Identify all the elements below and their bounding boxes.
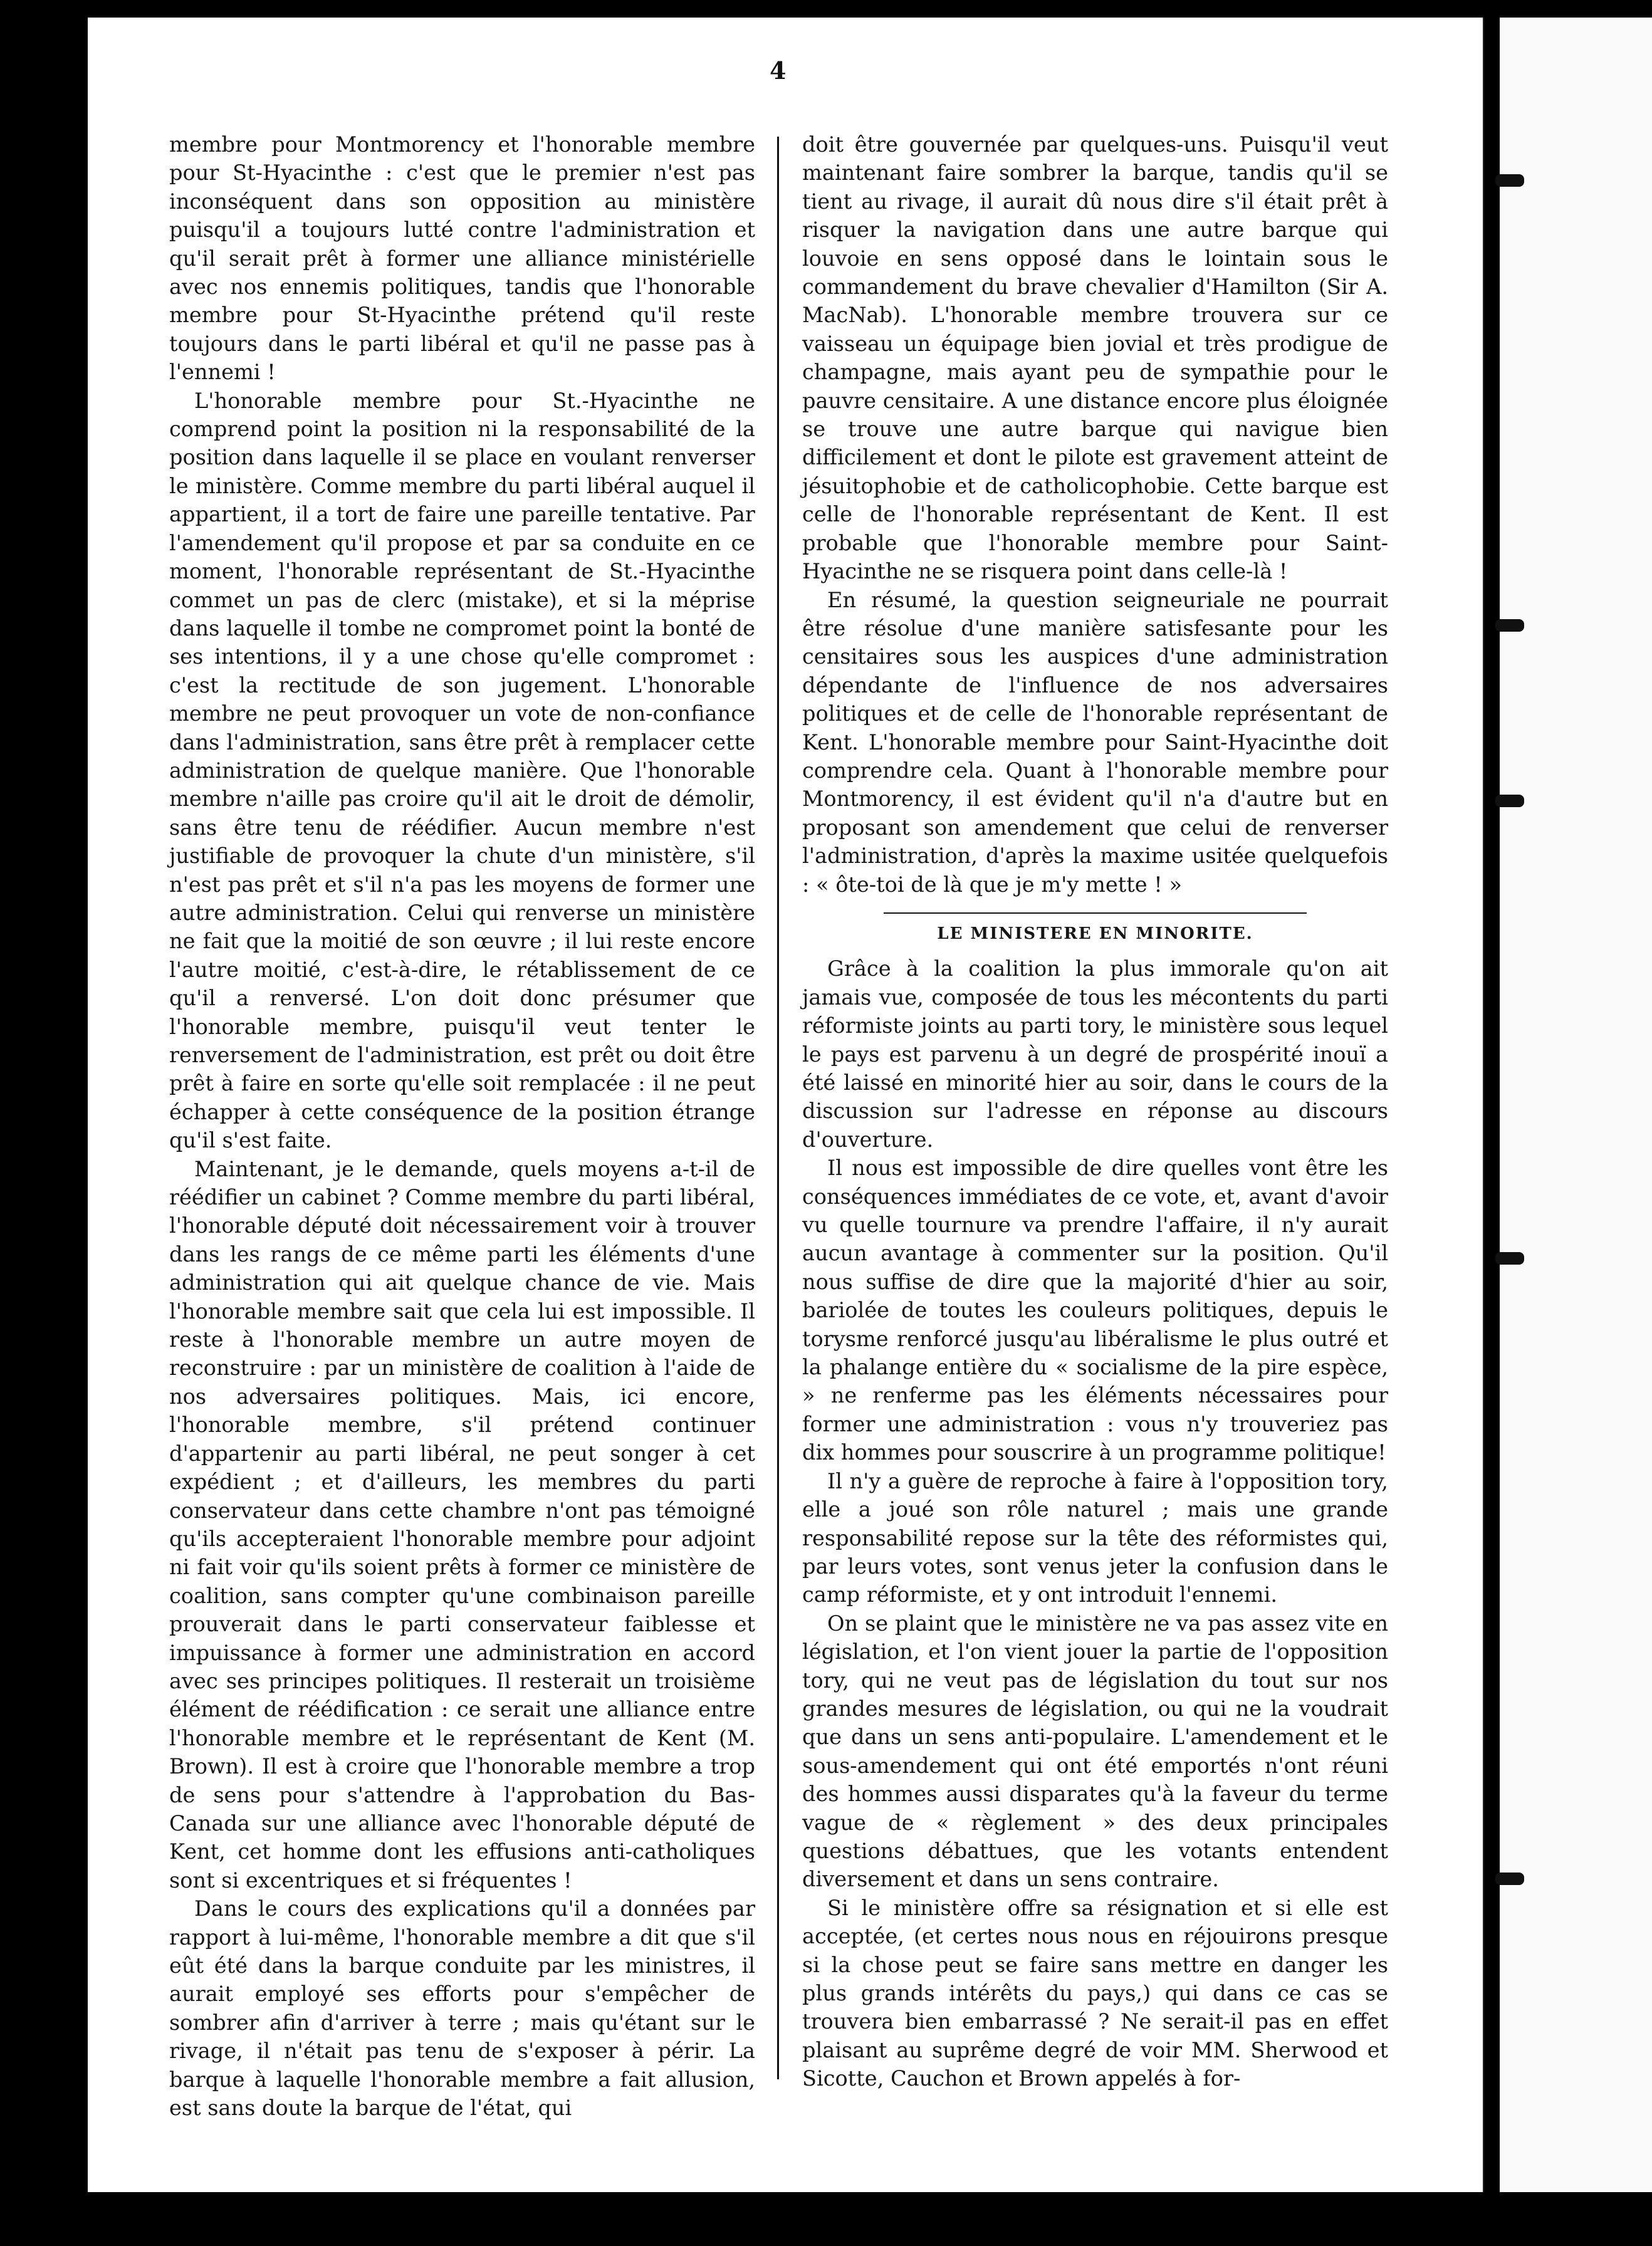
paragraph: doit être gouvernée par quelques-uns. Puisqu'il veut maintenant faire sombrer la barque, tandis qu'il se tient au rivage, il aurait dû nous dire s'il était prêt à risquer la navigation dans une autre barque qui louvoie en sens opposé dans le lointain sous le commandement du brave chevalier d'Hamilton (Sir A. MacNab). L'honorable membre trouvera sur ce vaisseau un équipage bien jovial et très prodigue de champagne, mais ayant peu de sympathie pour le pauvre censitaire. A une distance encore plus éloignée se trouve une autre barque qui navigue bien difficilement et dont le pilote est gravement atteint de jésuitophobie et de catholicophobie. Cette barque est celle de l'honorable représentant de Kent. Il est probable que l'honorable membre pour Saint-Hyacinthe ne se risquera point dans celle-là ! — [802, 132, 1388, 584]
section-divider — [884, 912, 1307, 914]
binding-edge — [1498, 18, 1500, 2192]
binding-mark — [1495, 619, 1524, 632]
binding-mark — [1495, 1252, 1524, 1265]
paragraph: membre pour Montmorency et l'honorable membre pour St-Hyacinthe : c'est que le premier n'est pas inconséquent dans son opposition au ministère puisqu'il a toujours lutté contre l'administration et qu'il serait prêt à former une alliance ministérielle avec nos ennemis politiques, tandis que l'honorable membre pour St-Hyacinthe prétend qu'il reste toujours dans le parti libéral et qu'il ne passe pas à l'ennemi ! — [169, 132, 755, 385]
binding-mark — [1495, 174, 1524, 187]
page-edge — [1483, 18, 1484, 2192]
paragraph: L'honorable membre pour St.-Hyacinthe ne comprend point la position ni la responsabilité de la position dans laquelle il se place en voulant renverser le ministère. Comme membre du parti libéral auquel il appartient, il a tort de faire une pareille tentative. Par l'amendement qu'il propose et par sa conduite en ce moment, l'honorable représentant de St.-Hyacinthe commet un pas de clerc (mistake), et si la méprise dans laquelle il tombe ne compromet point la bonté de ses intentions, il y a une chose qu'elle compromet : c'est la rectitude de son jugement. L'honorable membre ne peut provoquer un vote de non-confiance dans l'administration, sans être prêt à remplacer cette administration de quelque manière. Que l'honorable membre n'aille pas croire qu'il ait le droit de démolir, sans être tenu de réédifier. Aucun membre n'est justifiable de provoquer la chute d'un ministère, s'il n'est pas prêt et s'il n'a pas les moyens de former une autre administration. Celui qui renverse un ministère ne fait que la moitié de son œuvre ; il lui reste encore l'autre moitié, c'est-à-dire, le rétablissement de ce qu'il a renversé. L'on doit donc présumer que l'honorable membre, puisqu'il veut tenter le renversement de l'administration, est prêt ou doit être prêt à faire en sorte qu'elle soit remplacée : il ne peut échapper à cette conséquence de la position étrange qu'il s'est faite. — [169, 388, 755, 1153]
paragraph: En résumé, la question seigneuriale ne pourrait être résolue d'une manière satisfesante pour les censitaires sous les auspices d'une administration dépendante de l'influence de nos adversaires politiques et de celle de l'honorable représentant de Kent. L'honorable membre pour Saint-Hyacinthe doit comprendre cela. Quant à l'honorable membre pour Montmorency, il est évident qu'il n'a d'autre but en proposant son amendement que celui de renverser l'administration, d'après la maxime usitée quelquefois : « ôte-toi de là que je m'y mette ! » — [802, 587, 1388, 897]
paragraph: Il n'y a guère de reproche à faire à l'opposition tory, elle a joué son rôle naturel ; mais une grande responsabilité repose sur la tête des réformistes qui, par leurs votes, sont venus jeter la confusion dans le camp réformiste, et y ont introduit l'ennemi. — [802, 1468, 1388, 1607]
paragraph: Si le ministère offre sa résignation et si elle est acceptée, (et certes nous nous en réjouirons presque si la chose peut se faire sans mettre en danger les plus grands intérêts du pays,) qui dans ce cas se trouvera bien embarrassé ? Ne serait-il pas en effet plaisant au suprême degré de voir MM. Sherwood et Sicotte, Cauchon et Brown appelés à for- — [802, 1895, 1388, 2091]
binding-mark — [1495, 795, 1524, 807]
binding-mark — [1495, 1873, 1524, 1885]
column-divider — [777, 137, 779, 2079]
newspaper-page — [88, 18, 1484, 2192]
paragraph: Dans le cours des explications qu'il a données par rapport à lui-même, l'honorable membre a dit que s'il eût été dans la barque conduite par les ministres, il aurait employé ses efforts pour s'empêcher de sombrer afin d'arriver à terre ; mais qu'étant sur le rivage, il n'était pas tenu de s'exposer à périr. La barque à laquelle l'honorable membre a fait allusion, est sans doute la barque de l'état, qui — [169, 1896, 755, 2121]
paragraph: Grâce à la coalition la plus immorale qu'on ait jamais vue, composée de tous les mécontents du parti réformiste joints au parti tory, le ministère sous lequel le pays est parvenu à un degré de prospérité inouï a été laissé en minorité hier au soir, dans le cours de la discussion sur l'adresse en réponse au discours d'ouverture. — [802, 956, 1388, 1152]
left-column — [169, 130, 755, 2121]
paragraph: Maintenant, je le demande, quels moyens a-t-il de réédifier un cabinet ? Comme membre du parti libéral, l'honorable député doit nécessairement voir à trouver dans les rangs de ce même parti les éléments d'une administration qui ait quelque chance de vie. Mais l'honorable membre sait que cela lui est impossible. Il reste à l'honorable membre un autre moyen de reconstruire : par un ministère de coalition à l'aide de nos adversaires politiques. Mais, ici encore, l'honorable membre, s'il prétend continuer d'appartenir au parti libéral, ne peut songer à cet expédient ; et d'ailleurs, les membres du parti conservateur dans cette chambre n'ont pas témoigné qu'ils accepteraient l'honorable membre pour adjoint ni fait voir qu'ils soient prêts à former ce ministère de coalition, sans compter qu'une combinaison pareille prouverait dans le parti conservateur faiblesse et impuissance à former une administration en accord avec ses principes politiques. Il resterait un troisième élément de réédification : ce serait une alliance entre l'honorable membre et le représentant de Kent (M. Brown). Il est à croire que l'honorable membre a trop de sens pour s'attendre à l'approbation du Bas-Canada sur une alliance avec l'honorable député de Kent, cet homme dont les effusions anti-catholiques sont si excentriques et si fréquentes ! — [169, 1156, 755, 1893]
adjacent-page-edge — [1498, 18, 1652, 2192]
section-heading: LE MINISTERE EN MINORITE. — [937, 924, 1253, 943]
page-number: 4 — [770, 56, 787, 85]
right-column — [802, 130, 1388, 2091]
paragraph: Il nous est impossible de dire quelles vont être les conséquences immédiates de ce vote, et, avant d'avoir vu quelle tournure va prendre l'affaire, il n'y aurait aucun avantage à commenter sur la position. Qu'il nous suffise de dire que la majorité d'hier au soir, bariolée de toutes les couleurs politiques, depuis le torysme renforcé jusqu'au libéralisme le plus outré et la phalange entière du « socialisme de la pire espèce, » ne renferme pas les éléments nécessaires pour former une administration : vous n'y trouveriez pas dix hommes pour souscrire à un programme politique! — [802, 1156, 1388, 1465]
paragraph: On se plaint que le ministère ne va pas assez vite en législation, et l'on vient jouer la partie de l'opposition tory, qui ne veut pas de législation du tout sur nos grandes mesures de législation, ou qui ne la voudrait que dans un sens anti-populaire. L'amendement et le sous-amendement qui ont été emportés n'ont réuni des hommes aussi disparates qu'à la faveur du terme vague de « règlement » des deux principales questions débattues, que les votants entendent diversement et dans un sens contraire. — [802, 1611, 1388, 1892]
